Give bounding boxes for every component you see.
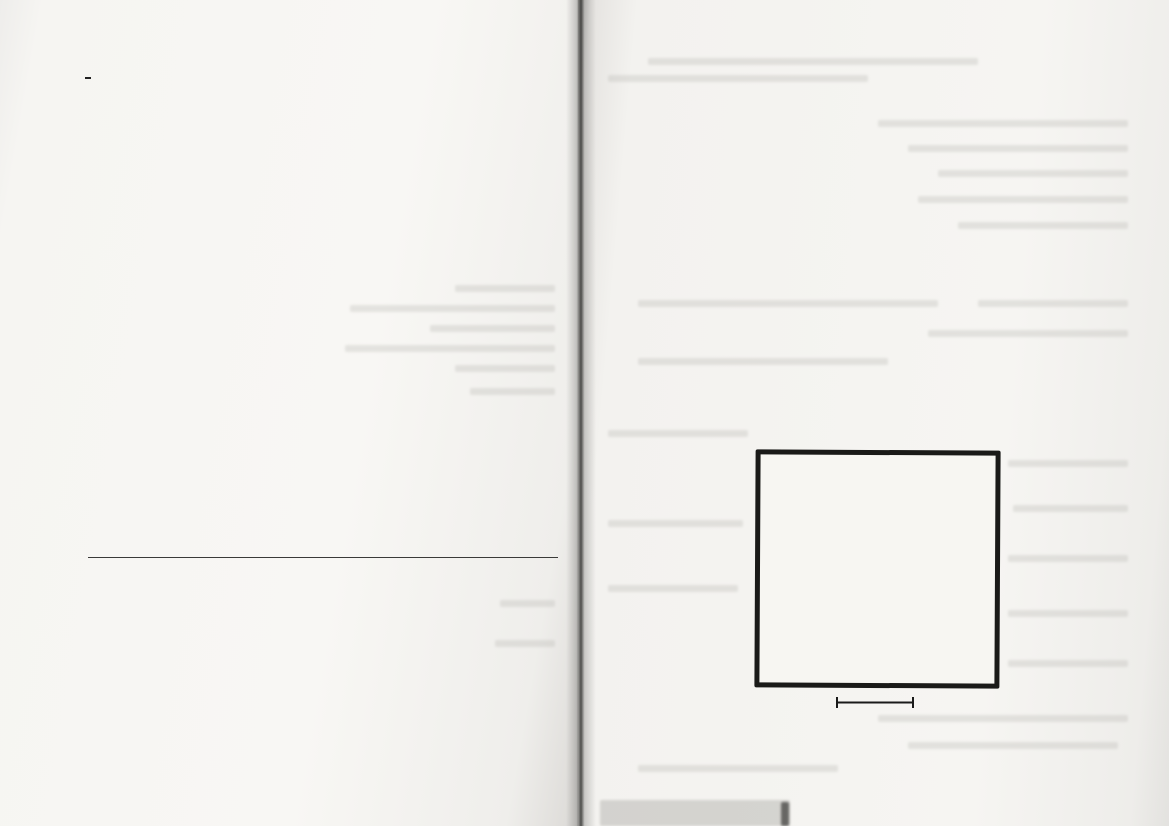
starfield <box>759 454 995 683</box>
minima-mean <box>195 376 209 390</box>
chart-separator-rule <box>88 557 558 558</box>
page-11 <box>578 0 1169 826</box>
finder-chart-frame <box>754 449 1000 688</box>
article-title-left <box>85 55 91 79</box>
scale-bar <box>833 694 917 710</box>
page-binding-shadow <box>566 0 596 826</box>
page-10 <box>0 0 578 826</box>
lightcurve-chart <box>95 562 475 760</box>
